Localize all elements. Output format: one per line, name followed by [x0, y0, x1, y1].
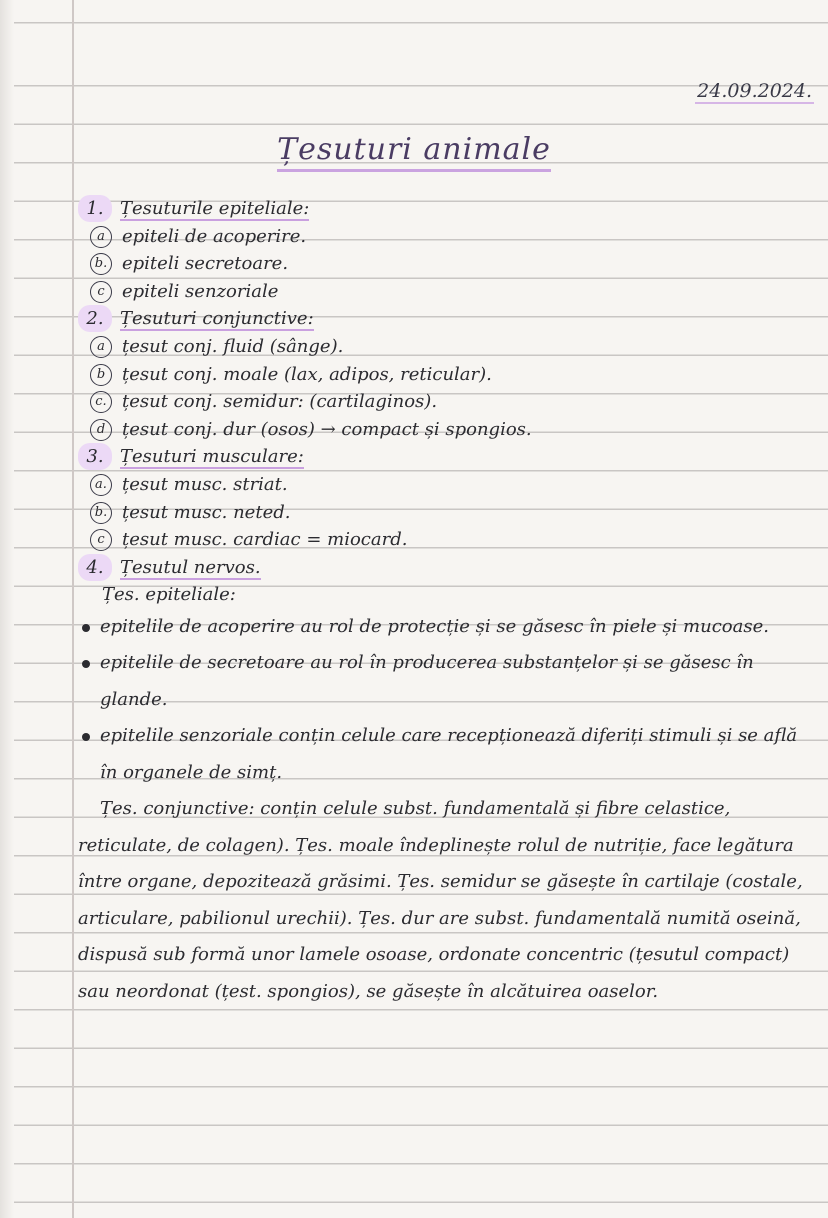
section-title: Țesuturile epiteliale: — [120, 198, 310, 219]
circled-letter: c — [90, 529, 112, 551]
list-item — [78, 471, 814, 499]
circled-letter: b. — [90, 502, 112, 524]
list-item — [78, 223, 814, 251]
section-heading — [78, 443, 814, 471]
conjunctive-paragraph: Țes. conjunctive: conțin celule subst. fundamentală și fibre celastice, reticulate, de colagen). Țes. moale îndeplinește rolul de nutriție, face legătura între organe, depozitează grăsimi. Țes. semidur se găsește în cartilaje (costale, articulare, pabilionul urechii). Țes. dur are subst. fundamentală numită oseină, dispusă sub formă unor lamele osoase, ordonate concentric (țesutul compact) sau neordonat (țest. spongios), se găsește în alcătuirea oaselor. — [78, 798, 803, 1002]
section-title: Țesutul nervos. — [120, 556, 261, 578]
section-number: 2. — [78, 305, 112, 332]
section-heading — [78, 554, 814, 582]
circled-letter: b. — [90, 253, 112, 275]
list-item-text: epiteli senzoriale — [122, 280, 279, 302]
section-number: 1. — [78, 195, 112, 222]
list-item-text: țesut conj. moale (lax, adipos, reticular). — [122, 363, 492, 385]
list-item-text: țesut musc. neted. — [122, 501, 291, 523]
margin-line — [72, 0, 74, 1218]
list-item — [78, 526, 814, 554]
bullet-note: epitelile de secretoare au rol în producerea substanțelor și se găsesc în glande. — [78, 645, 814, 718]
list-item — [78, 278, 814, 306]
list-item — [78, 388, 814, 416]
page-title — [0, 132, 828, 167]
section-title: Țesuturi musculare: — [120, 446, 304, 468]
page-title-text: Țesuturi animale — [277, 132, 551, 172]
list-item-text: țesut conj. dur (osos) → compact și spongios. — [122, 418, 532, 440]
outline-list — [78, 195, 814, 581]
section-number: 4. — [78, 554, 112, 581]
date: 24.09.2024. — [697, 80, 812, 102]
list-item-text: epiteli de acoperire. — [122, 225, 307, 247]
circled-letter: a — [90, 336, 112, 358]
list-item — [78, 361, 814, 389]
bullet-note: epitelile de acoperire au rol de protecție și se găsesc în piele și mucoase. — [78, 609, 814, 646]
section-heading — [78, 305, 814, 333]
list-item — [78, 250, 814, 278]
section-number: 3. — [78, 443, 112, 470]
notes-heading: Țes. epiteliale: — [102, 584, 236, 606]
list-item — [78, 333, 814, 361]
circled-letter: d — [90, 419, 112, 441]
circled-letter: c — [90, 281, 112, 303]
circled-letter: c. — [90, 391, 112, 413]
circled-letter: b — [90, 364, 112, 386]
circled-letter: a. — [90, 474, 112, 496]
list-item-text: țesut musc. cardiac = miocard. — [122, 529, 408, 551]
list-item-text: țesut musc. striat. — [122, 473, 288, 495]
list-item — [78, 416, 814, 444]
notes-heading-row — [78, 581, 814, 609]
section-title: Țesuturi conjunctive: — [120, 308, 314, 330]
list-item — [78, 499, 814, 527]
page-edge — [0, 0, 14, 1218]
bullet-note: epitelile senzoriale conțin celule care recepționează diferiți stimuli și se află în organele de simț. — [78, 718, 814, 791]
list-item-text: țesut conj. semidur: (cartilaginos). — [122, 391, 438, 413]
circled-letter: a — [90, 226, 112, 248]
list-item-text: țesut conj. fluid (sânge). — [122, 335, 344, 357]
section-heading — [78, 195, 814, 223]
list-item-text: epiteli secretoare. — [122, 253, 289, 275]
notes-content — [78, 195, 814, 1010]
bullet-list — [78, 609, 814, 792]
